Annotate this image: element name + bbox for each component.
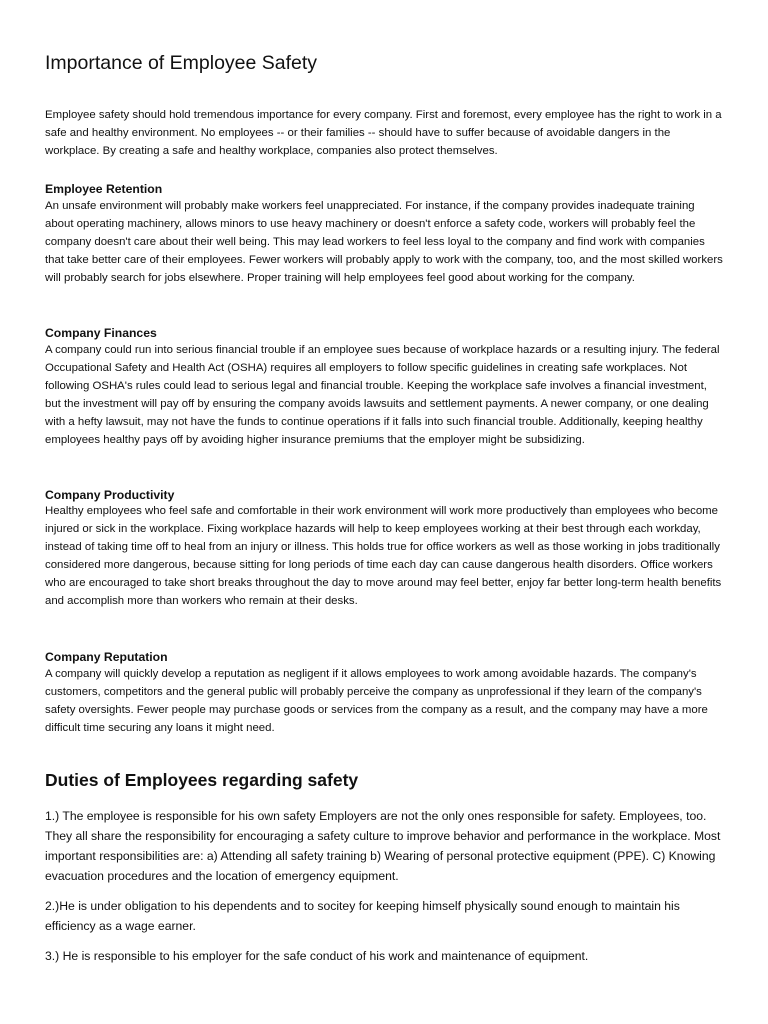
document-title: Importance of Employee Safety	[45, 52, 318, 74]
intro-paragraph: Employee safety should hold tremendous importance for every company. First and foremost, every employee has the right to work in a safe and healthy environment. No employees -- or their families -- should have to suffer because of avoidable dangers in the workplace. By creating a safe and healthy workplace, companies also protect themselves.	[45, 109, 722, 157]
heading-employee-retention: Employee Retention	[45, 182, 163, 196]
duty-item-1: 1.) The employee is responsible for his own safety Employers are not the only ones responsible for safety. Employees, too. They all share the responsibility for encouraging a safety culture to improve behavior and performance in the workplace. Most important responsibilities are: a) Attending all safety training b) Wearing of personal protective equipment (PPE). C) Knowing evacuation procedures and the location of emergency equipment.	[45, 809, 721, 883]
duties-heading: Duties of Employees regarding safety	[45, 770, 359, 790]
heading-company-reputation: Company Reputation	[45, 650, 168, 664]
heading-company-productivity: Company Productivity	[45, 488, 175, 502]
heading-company-finances: Company Finances	[45, 326, 157, 340]
paragraph-employee-retention: An unsafe environment will probably make workers feel unappreciated. For instance, if the company provides inadequate training about operating machinery, allows minors to use heavy machinery or doesn't enforce a safety code, workers will probably feel the company doesn't care about their well being. This may lead workers to feel less loyal to the company and find work with companies that take better care of their employees. Fewer workers will probably apply to work with the company, too, and the most skilled workers will probably search for jobs elsewhere. Proper training will help employees feel good about working for the company.	[45, 200, 723, 284]
duty-item-3: 3.) He is responsible to his employer for the safe conduct of his work and maintenance of equipment.	[45, 949, 589, 963]
paragraph-company-reputation: A company will quickly develop a reputation as negligent if it allows employees to work among avoidable hazards. The company's customers, competitors and the general public will probably perceive the company as unprofessional if they learn of the company's safety oversights. Fewer people may purchase goods or services from the company as a result, and the company may have a more difficult time securing any loans it might need.	[45, 668, 708, 734]
paragraph-company-finances: A company could run into serious financial trouble if an employee sues because of workplace hazards or a resulting injury. The federal Occupational Safety and Health Act (OSHA) requires all employers to follow specific guidelines in creating safe workplaces. Not following OSHA's rules could lead to serious legal and financial trouble. Keeping the workplace safe involves a financial investment, but the investment will pay off by ensuring the company avoids lawsuits and settlement payments. A newer company, or one dealing with a hefty lawsuit, may not have the funds to continue operations if it falls into such financial trouble. Additionally, keeping healthy employees healthy pays off by avoiding higher insurance premiums that the employer might be subsidizing.	[45, 344, 720, 446]
paragraph-company-productivity: Healthy employees who feel safe and comfortable in their work environment will work more productively than employees who become injured or sick in the workplace. Fixing workplace hazards will help to keep employees working at their best through each workday, instead of taking time off to heal from an injury or illness. This holds true for office workers as well as those working in jobs traditionally considered more dangerous, because sitting for long periods of time each day can cause dangerous health disorders. Office workers who are encouraged to take short breaks throughout the day to move around may feel better, enjoy far better long-term health benefits and accomplish more than workers who remain at their desks.	[45, 505, 722, 607]
duty-item-2: 2.)He is under obligation to his dependents and to socitey for keeping himself physically sound enough to maintain his efficiency as a wage earner.	[45, 899, 680, 933]
